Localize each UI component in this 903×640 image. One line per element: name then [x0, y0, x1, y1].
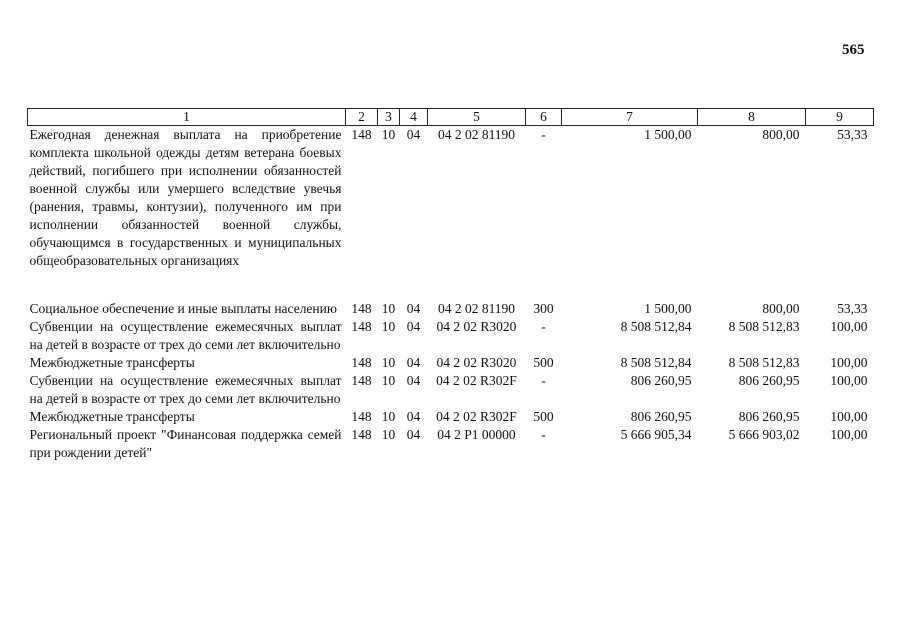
cell-vr: - — [541, 319, 546, 334]
cell-pr: 04 — [406, 427, 421, 442]
cell-pr: 04 — [406, 373, 421, 388]
cell-rz: 10 — [381, 373, 396, 388]
cell-pct: 53,33 — [837, 301, 868, 316]
row-name: Социальное обеспечение и иные выплаты населению — [29, 301, 337, 316]
cell-vr: 500 — [533, 355, 554, 370]
cell-pct: 100,00 — [830, 409, 868, 424]
cell-vr: - — [541, 127, 546, 142]
cell-vr: - — [541, 373, 546, 388]
cell-fact: 8 508 512,83 — [728, 319, 800, 334]
cell-vr: - — [541, 427, 546, 442]
cell-plan: 8 508 512,84 — [620, 319, 692, 334]
cell-fact: 5 666 903,02 — [728, 427, 800, 442]
column-header: 2 — [346, 109, 378, 126]
cell-plan: 5 666 905,34 — [620, 427, 692, 442]
cell-gp: 148 — [351, 409, 372, 424]
table-row — [28, 408, 874, 426]
table-row — [28, 126, 874, 271]
cell-pr: 04 — [406, 301, 421, 316]
cell-rz: 10 — [381, 319, 396, 334]
column-header: 4 — [400, 109, 428, 126]
row-name: Субвенции на осуществление ежемесячных выплат на детей в возрасте от трех до семи лет включительно — [29, 319, 342, 352]
cell-gp: 148 — [351, 319, 372, 334]
column-header: 8 — [698, 109, 806, 126]
cell-plan: 806 260,95 — [630, 409, 692, 424]
cell-plan: 1 500,00 — [644, 301, 692, 316]
cell-rz: 10 — [381, 127, 396, 142]
cell-csr: 04 2 02 R3020 — [436, 319, 517, 334]
table-row — [28, 318, 874, 354]
row-name: Межбюджетные трансферты — [29, 355, 195, 370]
cell-pct: 53,33 — [837, 127, 868, 142]
row-name: Региональный проект "Финансовая поддержка семей при рождении детей" — [29, 427, 342, 460]
cell-fact: 806 260,95 — [738, 409, 800, 424]
cell-rz: 10 — [381, 301, 396, 316]
cell-vr: 500 — [533, 409, 554, 424]
cell-pct: 100,00 — [830, 427, 868, 442]
cell-gp: 148 — [351, 427, 372, 442]
cell-pr: 04 — [406, 409, 421, 424]
header-row — [28, 109, 874, 126]
table-row — [28, 426, 874, 462]
page-number: 565 — [842, 42, 865, 58]
cell-plan: 806 260,95 — [630, 373, 692, 388]
row-name: Межбюджетные трансферты — [29, 409, 195, 424]
cell-gp: 148 — [351, 127, 372, 142]
cell-plan: 8 508 512,84 — [620, 355, 692, 370]
column-header: 1 — [28, 109, 346, 126]
cell-rz: 10 — [381, 355, 396, 370]
cell-gp: 148 — [351, 355, 372, 370]
cell-csr: 04 2 02 81190 — [437, 301, 516, 316]
cell-csr: 04 2 02 81190 — [437, 127, 516, 142]
column-header: 5 — [428, 109, 526, 126]
cell-pr: 04 — [406, 319, 421, 334]
cell-gp: 148 — [351, 301, 372, 316]
cell-rz: 10 — [381, 427, 396, 442]
column-header: 7 — [562, 109, 698, 126]
row-name: Субвенции на осуществление ежемесячных выплат на детей в возрасте от трех до семи лет включительно — [29, 373, 342, 406]
cell-pct: 100,00 — [830, 355, 868, 370]
cell-fact: 8 508 512,83 — [728, 355, 800, 370]
cell-pct: 100,00 — [830, 373, 868, 388]
row-name: Ежегодная денежная выплата на приобретение комплекта школьной одежды детям ветерана боевых действий, погибшего при исполнении обязанностей военной службы или умершего вследствие увечья (ранения, травмы, контузии), полученного им при исполнении обязанностей военной службы, обучающимся в государственных и муниципальных общеобразовательных организациях — [29, 127, 342, 268]
cell-csr: 04 2 02 R302F — [436, 373, 517, 388]
cell-rz: 10 — [381, 409, 396, 424]
cell-fact: 806 260,95 — [738, 373, 800, 388]
cell-gp: 148 — [351, 373, 372, 388]
cell-csr: 04 2 02 R3020 — [436, 355, 517, 370]
table-row — [28, 300, 874, 318]
cell-vr: 300 — [533, 301, 554, 316]
budget-table — [27, 108, 874, 462]
column-header: 3 — [378, 109, 400, 126]
cell-pr: 04 — [406, 355, 421, 370]
column-header: 6 — [526, 109, 562, 126]
column-header: 9 — [806, 109, 874, 126]
cell-csr: 04 2 P1 00000 — [437, 427, 516, 442]
cell-pr: 04 — [406, 127, 421, 142]
cell-fact: 800,00 — [762, 127, 800, 142]
cell-csr: 04 2 02 R302F — [436, 409, 517, 424]
cell-pct: 100,00 — [830, 319, 868, 334]
cell-plan: 1 500,00 — [644, 127, 692, 142]
cell-fact: 800,00 — [762, 301, 800, 316]
table-row — [28, 372, 874, 408]
spacer-row — [28, 270, 874, 300]
table-row — [28, 354, 874, 372]
